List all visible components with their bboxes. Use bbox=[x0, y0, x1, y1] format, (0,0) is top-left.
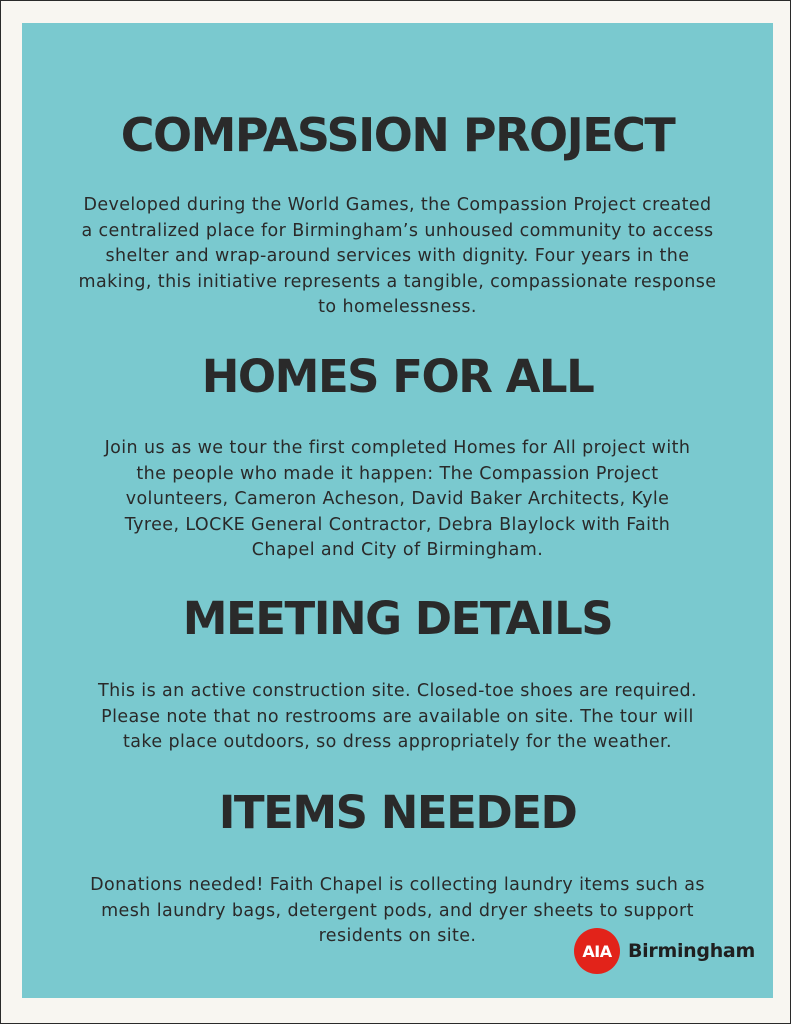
body-line: Please note that no restrooms are available on site. The tour will bbox=[101, 706, 694, 727]
body-line: Donations needed! Faith Chapel is collecting laundry items such as bbox=[90, 875, 705, 895]
body-line: shelter and wrap-around services with dignity. Four years in the bbox=[105, 246, 690, 267]
body-line: making, this initiative represents a tangible, compassionate response bbox=[78, 271, 717, 292]
section-heading-items-needed: ITEMS NEEDED bbox=[218, 786, 577, 839]
section-body-compassion-project bbox=[22, 193, 773, 321]
body-line: This is an active construction site. Closed-toe shoes are required. bbox=[97, 681, 698, 701]
body-line: the people who made it happen: The Compassion Project bbox=[136, 463, 659, 484]
section-body-meeting-details bbox=[22, 679, 773, 756]
body-line: mesh laundry bags, detergent pods, and dryer sheets to support bbox=[101, 900, 694, 921]
aia-birmingham-logo bbox=[574, 928, 755, 974]
body-line: take place outdoors, so dress appropriately for the weather. bbox=[123, 732, 672, 753]
body-line: Chapel and City of Birmingham. bbox=[251, 540, 544, 561]
section-body-homes-for-all bbox=[22, 436, 773, 564]
body-line: Tyree, LOCKE General Contractor, Debra Blaylock with Faith bbox=[124, 514, 671, 535]
section-heading-homes-for-all: HOMES FOR ALL bbox=[201, 350, 594, 403]
section-heading-compassion-project: COMPASSION PROJECT bbox=[120, 108, 675, 162]
body-line: residents on site. bbox=[318, 926, 477, 947]
aia-badge-icon: AIA bbox=[574, 928, 620, 974]
body-line: a centralized place for Birmingham’s unhoused community to access bbox=[81, 220, 714, 241]
body-line: Join us as we tour the first completed Homes for All project with bbox=[104, 438, 691, 458]
section-heading-meeting-details: MEETING DETAILS bbox=[182, 592, 613, 645]
content-panel bbox=[22, 23, 773, 998]
body-line: to homelessness. bbox=[318, 297, 477, 318]
logo-wordmark: Birmingham bbox=[628, 940, 755, 962]
body-line: volunteers, Cameron Acheson, David Baker Architects, Kyle bbox=[125, 489, 670, 510]
body-line: Developed during the World Games, the Compassion Project created bbox=[83, 195, 712, 215]
